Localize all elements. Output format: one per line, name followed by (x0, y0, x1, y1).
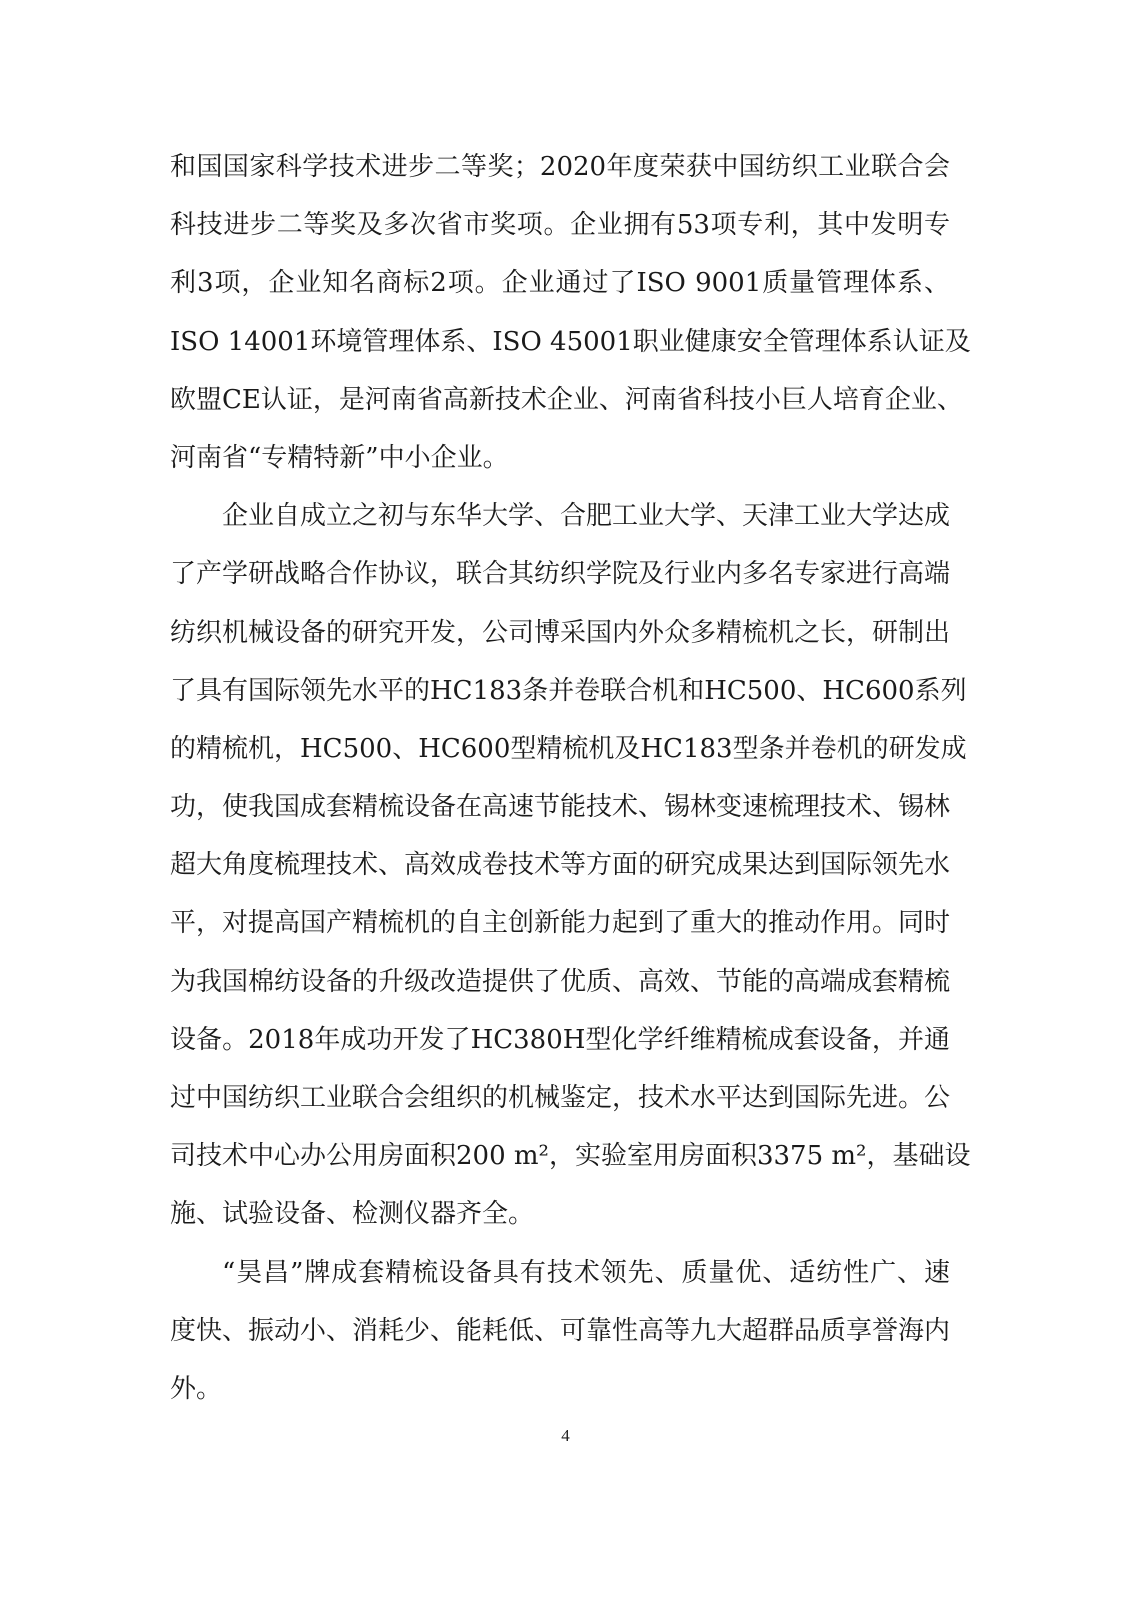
text-line: 外。 (170, 1373, 223, 1404)
text-line: 平，对提高国产精梳机的自主创新能力起到了重大的推动作用。同时 (170, 908, 951, 939)
text-line: 施、试验设备、检测仪器齐全。 (170, 1199, 535, 1230)
text-line: 超大角度梳理技术、高效成卷技术等方面的研究成果达到国际领先水 (170, 850, 951, 881)
text-line: 度快、振动小、消耗少、能耗低、可靠性高等九大超群品质享誉海内 (170, 1315, 951, 1346)
text-line: 科技进步二等奖及多次省市奖项。企业拥有53项专利，其中发明专 (170, 210, 950, 241)
paragraph-2 (170, 487, 971, 1243)
text-line: “昊昌”牌成套精梳设备具有技术领先、质量优、适纺性广、速 (222, 1257, 950, 1288)
paragraph-3 (170, 1244, 950, 1419)
text-line: 司技术中心办公用房面积200 m²，实验室用房面积3375 m²，基础设 (170, 1141, 971, 1172)
text-line: 过中国纺织工业联合会组织的机械鉴定，技术水平达到国际先进。公 (170, 1083, 951, 1113)
text-line: 欧盟CE认证，是河南省高新技术企业、河南省科技小巨人培育企业、 (170, 384, 963, 415)
text-line: 了具有国际领先水平的HC183条并卷联合机和HC500、HC600系列 (170, 675, 967, 706)
text-line: 为我国棉纺设备的升级改造提供了优质、高效、节能的高端成套精梳 (170, 966, 951, 997)
page-number: 4 (561, 1426, 570, 1445)
body-text (170, 138, 971, 1418)
text-line: 河南省“专精特新”中小企业。 (170, 442, 509, 473)
text-line: 了产学研战略合作协议，联合其纺织学院及行业内多名专家进行高端 (170, 559, 951, 590)
text-line: ISO 14001环境管理体系、ISO 45001职业健康安全管理体系认证及 (170, 326, 971, 357)
text-line: 利3项，企业知名商标2项。企业通过了ISO 9001质量管理体系、 (170, 268, 950, 299)
text-line: 的精梳机，HC500、HC600型精梳机及HC183型条并卷机的研发成 (170, 733, 967, 764)
text-line: 企业自成立之初与东华大学、合肥工业大学、天津工业大学达成 (222, 501, 951, 532)
paragraph-1 (170, 138, 971, 487)
text-line: 设备。2018年成功开发了HC380H型化学纤维精梳成套设备，并通 (170, 1024, 950, 1055)
text-line: 和国国家科学技术进步二等奖；2020年度荣获中国纺织工业联合会 (170, 152, 950, 182)
text-line: 纺织机械设备的研究开发，公司博采国内外众多精梳机之长，研制出 (170, 617, 951, 648)
text-line: 功，使我国成套精梳设备在高速节能技术、锡林变速梳理技术、锡林 (170, 792, 951, 823)
